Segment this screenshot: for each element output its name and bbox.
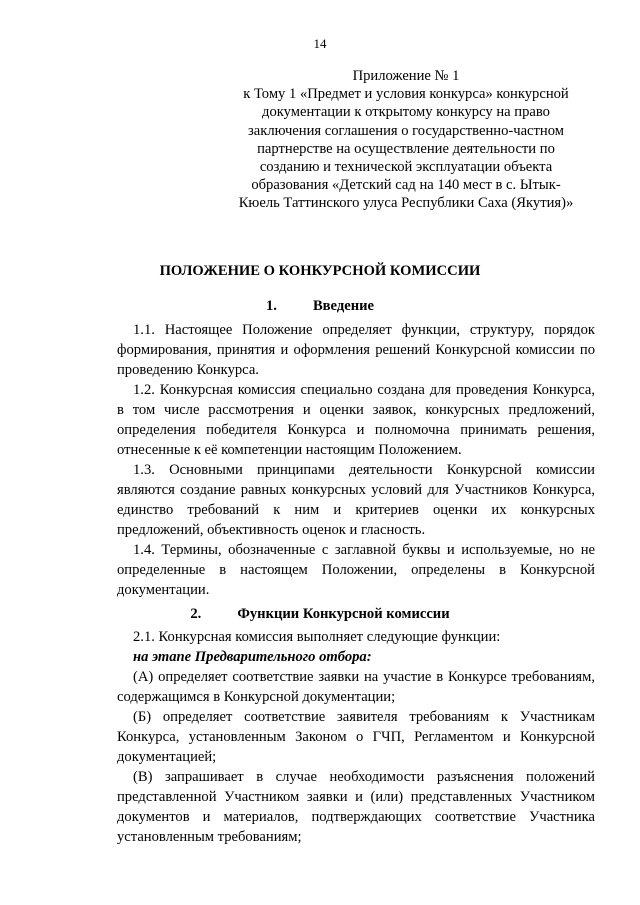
appendix-line: заключения соглашения о государственно-частном: [248, 122, 564, 139]
appendix-line: образования «Детский сад на 140 мест в с. Ытык-: [251, 177, 561, 194]
section-title: Введение: [312, 298, 374, 314]
appendix-line: к Тому 1 «Предмет и условия конкурса» конкурсной: [243, 86, 569, 103]
page-number: 14: [313, 36, 327, 51]
section-2-heading: [0, 606, 640, 623]
appendix-line: Кюель Таттинского улуса Республики Саха (Якутия)»: [238, 195, 574, 212]
section-number: 2.: [190, 606, 202, 622]
section-1-body: [117, 320, 595, 600]
paragraph: 1.2. Конкурсная комиссия специально создана для проведения Конкурса, в том числе рассмотрения и оценки заявок, конкурсных предложений, определения победителя Конкурса и полномочна принимать решения, отнесенные к её компетенции настоящим Положением.: [117, 382, 595, 458]
appendix-line: партнерстве на осуществление деятельности по: [257, 140, 555, 157]
appendix-header: [210, 67, 602, 213]
paragraph: 1.3. Основными принципами деятельности Конкурсной комиссии являются создание равных конкурсных условий для Участников Конкурса, единство требований к ним и критериев оценки их конкурсных предложений, объективность оценок и гласность.: [117, 462, 595, 538]
section-number: 1.: [265, 298, 277, 314]
phase-heading: на этапе Предварительного отбора:: [133, 649, 372, 665]
document-title: ПОЛОЖЕНИЕ О КОНКУРСНОЙ КОМИССИИ: [159, 263, 481, 279]
section-title: Функции Конкурсной комиссии: [237, 606, 450, 622]
list-item: (В) запрашивает в случае необходимости разъяснения положений представленной Участником заявки и (или) представленных Участником документов и материалов, подтверждающих соответствие Участника установленным требованиям;: [117, 769, 595, 845]
appendix-line: документации к открытому конкурсу на право: [262, 104, 550, 121]
paragraph: 1.4. Термины, обозначенные с заглавной буквы и используемые, но не определенные в настоящем Положении, определены в Конкурсной документации.: [117, 542, 595, 598]
appendix-line: созданию и технической эксплуатации объекта: [259, 159, 553, 176]
paragraph: 1.1. Настоящее Положение определяет функции, структуру, порядок формирования, принятия и оформления решений Конкурсной комиссии по проведению Конкурса.: [117, 322, 595, 378]
paragraph: 2.1. Конкурсная комиссия выполняет следующие функции:: [133, 629, 501, 645]
section-1-heading: [0, 298, 640, 315]
appendix-line: Приложение № 1: [352, 68, 460, 84]
list-item: (А) определяет соответствие заявки на участие в Конкурсе требованиям, содержащимся в Конкурсной документации;: [117, 669, 595, 705]
section-2-body: [117, 627, 595, 847]
list-item: (Б) определяет соответствие заявителя требованиям к Участникам Конкурса, установленным Законом о ГЧП, Регламентом и Конкурсной документацией;: [117, 709, 595, 765]
